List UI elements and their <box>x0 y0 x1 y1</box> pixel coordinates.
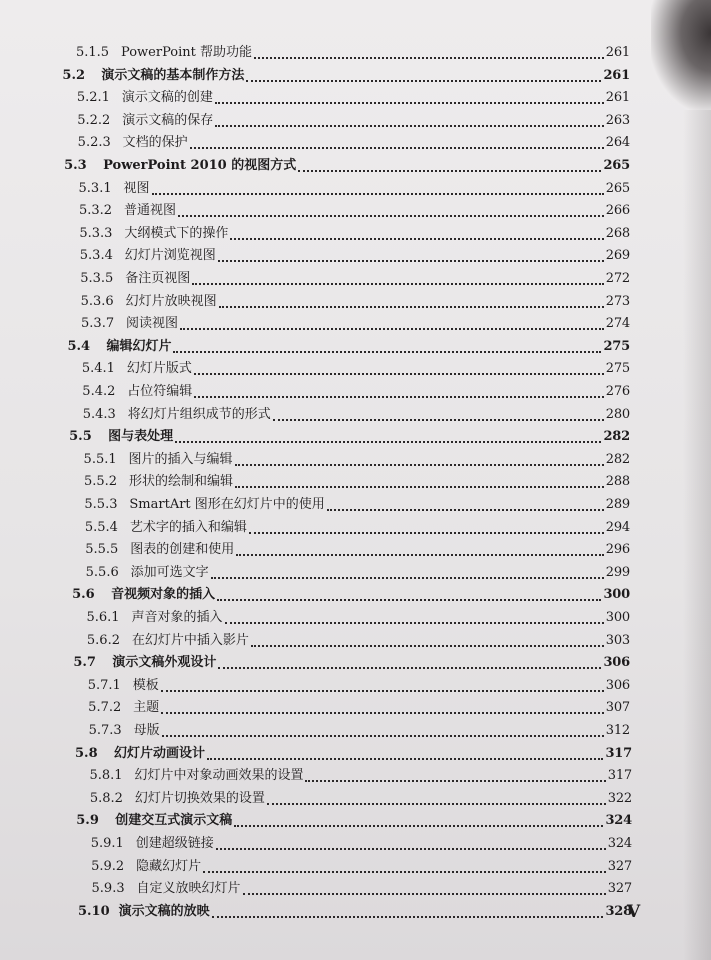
toc-entry-title: 幻灯片动画设计 <box>114 745 206 761</box>
dot-leader <box>249 532 604 534</box>
dot-leader <box>243 893 606 895</box>
toc-entry-page: 303 <box>605 632 630 648</box>
toc-entry-title: 演示文稿外观设计 <box>112 655 217 671</box>
toc-entry-number: 5.5.5 <box>85 542 119 558</box>
dot-leader <box>212 916 604 918</box>
toc-entry-page: 275 <box>605 361 630 377</box>
toc-entry-number: 5.4.3 <box>82 406 116 422</box>
dot-leader <box>180 328 604 330</box>
toc-entry-page: 322 <box>607 790 632 806</box>
toc-entry-title: 幻灯片切换效果的设置 <box>134 790 265 806</box>
dot-leader <box>194 373 604 375</box>
dot-leader <box>192 283 604 285</box>
page-corner-shadow <box>651 0 711 110</box>
toc-entry-page: 289 <box>605 497 630 512</box>
toc-entry-title: SmartArt 图形在幻灯片中的使用 <box>129 497 325 512</box>
toc-entry-page: 275 <box>603 338 630 354</box>
toc-entry-number: 5.6.2 <box>86 632 120 648</box>
toc-entry-title: 演示文稿的保存 <box>122 112 214 128</box>
toc-entry-title: 将幻灯片组织成节的形式 <box>127 406 271 422</box>
toc-entry-page: 300 <box>603 587 630 603</box>
toc-entry <box>81 291 630 313</box>
toc-entry-page: 317 <box>605 745 632 761</box>
page-number-roman: V <box>627 902 641 922</box>
toc-entry <box>79 200 630 222</box>
toc-entry <box>92 878 632 900</box>
dot-leader <box>215 125 604 127</box>
toc-entry-title: 创建超级链接 <box>135 836 214 851</box>
toc-entry <box>77 87 630 109</box>
toc-entry-number: 5.7.1 <box>87 677 121 693</box>
toc-entry-page: 261 <box>605 45 630 60</box>
toc-entry-number: 5.3.2 <box>78 203 113 219</box>
toc-entry-number: 5.5.1 <box>83 451 117 467</box>
toc-entry <box>91 856 632 878</box>
toc-entry-title: 模板 <box>132 677 159 693</box>
toc-entry-page: 324 <box>607 836 632 851</box>
dot-leader <box>162 735 604 737</box>
toc-entry <box>64 155 630 177</box>
toc-entry-page: 324 <box>605 813 632 829</box>
toc-entry-page: 288 <box>605 474 630 490</box>
toc-entry-title: 幻灯片浏览视图 <box>124 248 216 264</box>
dot-leader <box>219 306 604 308</box>
toc-entry-title: 形状的绘制和编辑 <box>128 474 233 490</box>
toc-entry-number: 5.3.1 <box>78 180 112 196</box>
toc-entry-number: 5.5 <box>69 429 92 445</box>
toc-entry-title: 编辑幻灯片 <box>106 338 172 354</box>
toc-entry-page: 306 <box>605 677 630 693</box>
toc-entry-number: 5.3.5 <box>80 271 114 286</box>
toc-entry-number: 5.9.2 <box>91 858 125 874</box>
toc-entry-title: 主题 <box>133 700 160 716</box>
dot-leader <box>152 193 604 195</box>
toc-entry <box>79 178 630 200</box>
toc-entry-title: 备注页视图 <box>125 271 191 286</box>
dot-leader <box>203 871 606 873</box>
dot-leader <box>305 780 605 782</box>
toc-entry-number: 5.6.1 <box>86 610 120 625</box>
toc-entry-page: 263 <box>605 112 630 128</box>
toc-entry-number: 5.8 <box>75 745 98 761</box>
dot-leader <box>194 396 603 398</box>
toc-entry <box>89 765 632 787</box>
toc-entry-title: 创建交互式演示文稿 <box>115 813 233 829</box>
dot-leader <box>178 215 604 217</box>
toc-entry-title: 图片的插入与编辑 <box>128 451 233 467</box>
toc-entry-number: 5.3 <box>64 158 87 173</box>
toc-entry-page: 276 <box>605 384 630 399</box>
toc-entry-number: 5.2.3 <box>77 135 111 151</box>
toc-entry <box>88 675 630 697</box>
toc-entry-number: 5.4.2 <box>82 384 116 399</box>
dot-leader <box>251 645 604 647</box>
toc-entry-page: 282 <box>603 429 630 445</box>
toc-entry <box>83 404 630 426</box>
toc-entry-title: 阅读视图 <box>126 316 179 332</box>
toc-entry-title: 演示文稿的放映 <box>118 903 210 919</box>
toc-entry-number: 5.8.2 <box>89 790 123 806</box>
toc-entry <box>85 517 630 539</box>
toc-entry <box>84 471 630 493</box>
toc-entry-page: 306 <box>603 655 630 671</box>
toc-entry <box>86 562 630 584</box>
toc-entry-title: 自定义放映幻灯片 <box>136 881 241 897</box>
toc-entry-title: 幻灯片放映视图 <box>125 293 217 309</box>
toc-entry-title: 大纲模式下的操作 <box>124 225 229 241</box>
toc-entry-title: 声音对象的插入 <box>131 610 223 625</box>
toc-entry-number: 5.3.4 <box>79 248 113 264</box>
toc-entry-number: 5.2.1 <box>76 90 110 106</box>
dot-leader <box>216 848 606 850</box>
toc-entry-number: 5.5.2 <box>83 474 118 490</box>
toc-entry-page: 327 <box>607 858 632 874</box>
toc-entry-number: 5.7 <box>73 655 96 671</box>
toc-entry-title: PowerPoint 2010 的视图方式 <box>103 158 297 173</box>
toc-entry <box>84 494 630 516</box>
dot-leader <box>236 554 604 556</box>
page-edge-shadow <box>683 110 711 960</box>
toc-entry-page: 265 <box>605 180 630 196</box>
toc-entry-page: 273 <box>605 293 630 309</box>
toc-entry-page: 300 <box>605 610 630 625</box>
dot-leader <box>235 486 604 488</box>
toc-entry-number: 5.7.2 <box>88 700 122 716</box>
toc-entry <box>62 65 630 87</box>
toc-entry <box>81 313 630 335</box>
toc-entry <box>82 381 630 403</box>
toc-entry-number: 5.1.5 <box>76 45 110 60</box>
dot-leader <box>215 102 604 104</box>
toc-entry-title: PowerPoint 帮助功能 <box>121 45 253 60</box>
toc-entry <box>80 245 630 267</box>
toc-entry-title: 在幻灯片中插入影片 <box>131 632 249 648</box>
toc-entry-number: 5.3.7 <box>81 316 115 332</box>
toc-entry-title: 占位符编辑 <box>127 384 193 399</box>
toc-entry-page: 272 <box>605 271 630 286</box>
dot-leader <box>273 419 604 421</box>
toc-entry <box>87 630 630 652</box>
dot-leader <box>267 803 606 805</box>
dot-leader <box>218 667 601 669</box>
dot-leader <box>254 57 604 59</box>
toc-entry-title: 图表的创建和使用 <box>130 542 235 558</box>
toc-entry-page: 269 <box>605 248 630 264</box>
toc-entry-title: 添加可选文字 <box>130 564 209 580</box>
dot-leader <box>225 622 604 624</box>
toc-entry <box>69 426 630 448</box>
dot-leader <box>298 170 601 172</box>
toc-entry <box>76 810 632 832</box>
toc-entry-number: 5.4 <box>67 338 91 354</box>
toc-entry-number: 5.2.2 <box>77 112 111 128</box>
toc-entry-page: 327 <box>607 881 632 897</box>
toc-entry-number: 5.2 <box>62 67 86 83</box>
toc-entry-page: 261 <box>603 67 630 83</box>
toc-entry <box>88 697 630 719</box>
toc-entry-title: 演示文稿的创建 <box>121 90 213 106</box>
toc-entry-number: 5.8.1 <box>89 768 123 784</box>
dot-leader <box>207 758 603 760</box>
toc-entry <box>89 720 630 742</box>
toc-entry-page: 282 <box>605 451 630 467</box>
toc-entry-title: 母版 <box>133 723 160 738</box>
dot-leader <box>246 80 601 82</box>
toc-entry-number: 5.5.4 <box>84 519 118 535</box>
toc-entry-page: 296 <box>605 542 630 558</box>
dot-leader <box>190 147 604 149</box>
toc-entry <box>84 449 630 471</box>
toc-entry-page: 294 <box>605 519 630 535</box>
toc-entry <box>87 607 631 629</box>
toc-entry-number: 5.5.3 <box>84 497 118 512</box>
toc-entry-title: 艺术字的插入和编辑 <box>129 519 247 535</box>
toc-entry <box>80 268 630 290</box>
toc-entry-number: 5.3.3 <box>79 225 113 241</box>
toc-entry-page: 280 <box>605 406 630 422</box>
toc-entry-page: 299 <box>605 564 630 580</box>
toc-entry <box>85 539 630 561</box>
toc-entry-number: 5.6 <box>72 587 95 603</box>
toc-entry-title: 幻灯片版式 <box>126 361 192 377</box>
toc-entry-page: 317 <box>607 768 632 784</box>
dot-leader <box>211 577 604 579</box>
toc-entry <box>72 584 630 606</box>
toc-entry <box>91 833 632 855</box>
toc-entry-title: 图与表处理 <box>108 429 174 445</box>
toc-entry <box>82 358 630 380</box>
dot-leader <box>218 260 604 262</box>
toc-entry-number: 5.9.1 <box>90 836 124 851</box>
toc-entry-page: 274 <box>605 316 630 332</box>
toc-entry <box>78 132 630 154</box>
toc-entry <box>73 652 630 674</box>
toc-entry <box>77 110 630 132</box>
dot-leader <box>230 238 603 240</box>
toc-entry-number: 5.7.3 <box>88 723 122 738</box>
dot-leader <box>217 599 601 601</box>
toc-entry-page: 266 <box>605 203 630 219</box>
toc-entry-title: 隐藏幻灯片 <box>136 858 202 874</box>
toc-entry-title: 普通视图 <box>123 203 176 219</box>
toc-entry-page: 261 <box>605 90 630 106</box>
dot-leader <box>173 351 601 353</box>
toc-entry-title: 文档的保护 <box>122 135 188 151</box>
dot-leader <box>161 712 604 714</box>
dot-leader <box>235 464 604 466</box>
toc-entry-page: 307 <box>605 700 630 716</box>
toc-entry-page: 265 <box>603 158 630 173</box>
dot-leader <box>327 509 604 511</box>
toc-entry-number: 5.9.3 <box>91 881 125 897</box>
dot-leader <box>161 690 604 692</box>
toc-entry-page: 264 <box>605 135 630 151</box>
dot-leader <box>234 825 603 827</box>
toc-entry <box>78 901 632 923</box>
toc-entry-number: 5.4.1 <box>81 361 115 377</box>
toc-entry-number: 5.3.6 <box>80 293 114 309</box>
toc-entry <box>76 42 630 64</box>
toc-entry-title: 演示文稿的基本制作方法 <box>101 67 245 83</box>
toc-entry-title: 视图 <box>123 180 150 196</box>
toc-entry <box>67 336 630 358</box>
toc-entry <box>79 223 630 245</box>
toc-entry-number: 5.9 <box>76 813 99 829</box>
toc-entry-number: 5.5.6 <box>85 564 119 580</box>
toc-entry-page: 312 <box>605 723 630 738</box>
toc-entry <box>75 743 632 765</box>
toc-entry <box>90 788 632 810</box>
toc-entry-page: 268 <box>605 225 630 241</box>
toc-entry-page: 328 <box>605 903 632 919</box>
toc-entry-title: 音视频对象的插入 <box>111 587 216 603</box>
toc-entry-title: 幻灯片中对象动画效果的设置 <box>134 768 304 784</box>
dot-leader <box>175 441 601 443</box>
toc-entry-number: 5.10 <box>77 903 110 919</box>
